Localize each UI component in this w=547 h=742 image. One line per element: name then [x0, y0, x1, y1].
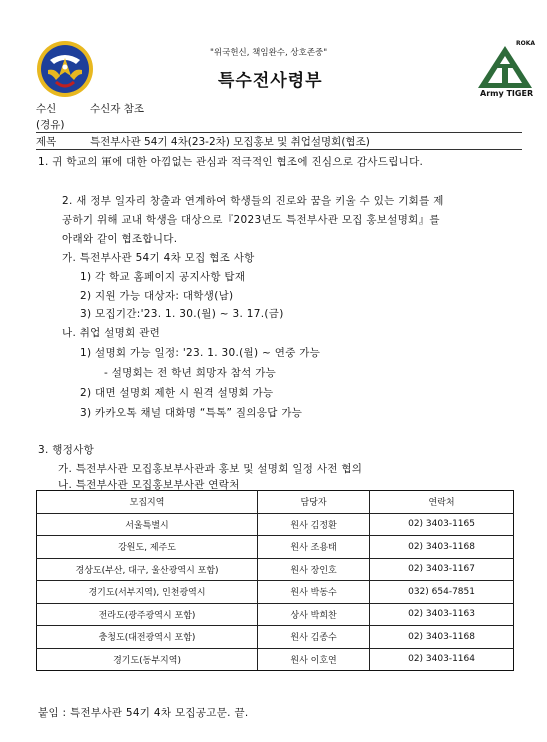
section-ga-item-1: 1) 각 학교 홈페이지 공지사항 탑재	[80, 271, 246, 283]
table-row	[37, 558, 514, 581]
divider-top	[36, 132, 522, 133]
section-na-item-2: 2) 대면 설명회 제한 시 원격 설명회 가능	[80, 387, 274, 399]
region-cell: 경상도(부산, 대구, 울산광역시 포함)	[37, 558, 258, 581]
contacts-table	[36, 490, 514, 671]
subject-value: 특전부사관 54기 4차(23-2차) 모집홍보 및 취업설명회(협조)	[90, 136, 370, 148]
header-manager: 담당자	[258, 491, 370, 514]
section-na-heading: 나. 취업 설명회 관련	[62, 327, 161, 339]
table-row	[37, 603, 514, 626]
paragraph-2-line-3: 아래와 같이 협조합니다.	[62, 233, 178, 245]
manager-cell: 원사 조용태	[258, 536, 370, 559]
recipient-value: 수신자 참조	[90, 103, 145, 115]
table-row	[37, 648, 514, 671]
section-ga-item-2: 2) 지원 가능 대상자: 대학생(남)	[80, 290, 234, 302]
table-row	[37, 581, 514, 604]
attachment-note: 붙임 : 특전부사관 54기 4차 모집공고문. 끝.	[38, 707, 249, 719]
roka-label: ROKA	[516, 40, 536, 47]
army-tiger-logo	[474, 40, 536, 98]
section-ga-heading: 가. 특전부사관 54기 4차 모집 협조 사항	[62, 252, 255, 264]
paragraph-2-line-1: 2. 새 정부 일자리 창출과 연계하여 학생들의 진로와 꿈을 키울 수 있는 기회를 제	[62, 195, 444, 207]
paragraph-3-heading: 3. 행정사항	[38, 444, 95, 456]
region-cell: 강원도, 제주도	[37, 536, 258, 559]
manager-cell: 원사 김종수	[258, 626, 370, 649]
table-row	[37, 513, 514, 536]
region-cell: 충청도(대전광역시 포함)	[37, 626, 258, 649]
region-cell: 전라도(광주광역시 포함)	[37, 603, 258, 626]
section-na-item-1: 1) 설명회 가능 일정: '23. 1. 30.(월) ~ 연중 가능	[80, 347, 321, 359]
table-row	[37, 626, 514, 649]
manager-cell: 원사 김정환	[258, 513, 370, 536]
section-ga-item-3: 3) 모집기간:'23. 1. 30.(월) ~ 3. 17.(금)	[80, 308, 284, 320]
subject-label: 제목	[36, 136, 57, 148]
motto: "위국헌신, 책임완수, 상호존중"	[210, 48, 328, 58]
paragraph-3-na: 나. 특전부사관 모집홍보부사관 연락처	[58, 479, 240, 491]
phone-cell: 02) 3403-1165	[370, 513, 514, 536]
paragraph-1: 1. 귀 학교의 軍에 대한 아낌없는 관심과 적극적인 협조에 진심으로 감사드립니다.	[38, 156, 424, 168]
phone-cell: 032) 654-7851	[370, 581, 514, 604]
army-tiger-label: Army TIGER	[480, 89, 534, 98]
section-na-item-1-sub: - 설명회는 전 학년 희망자 참석 가능	[104, 367, 277, 379]
table-row	[37, 536, 514, 559]
phone-cell: 02) 3403-1167	[370, 558, 514, 581]
header-phone: 연락처	[370, 491, 514, 514]
region-cell: 서울특별시	[37, 513, 258, 536]
paragraph-3-ga: 가. 특전부사관 모집홍보부사관과 홍보 및 설명회 일정 사전 협의	[58, 463, 363, 475]
phone-cell: 02) 3403-1168	[370, 626, 514, 649]
divider-bottom	[36, 149, 522, 150]
via-label: (경유)	[36, 119, 65, 131]
manager-cell: 원사 장인호	[258, 558, 370, 581]
recipient-label: 수신	[36, 103, 57, 115]
phone-cell: 02) 3403-1163	[370, 603, 514, 626]
header-region: 모집지역	[37, 491, 258, 514]
organization-title: 특수전사령부	[218, 71, 323, 91]
manager-cell: 원사 이호연	[258, 648, 370, 671]
region-cell: 경기도(서부지역), 인천광역시	[37, 581, 258, 604]
region-cell: 경기도(동부지역)	[37, 648, 258, 671]
phone-cell: 02) 3403-1164	[370, 648, 514, 671]
paragraph-2-line-2: 공하기 위해 교내 학생을 대상으로『2023년도 특전부사관 모집 홍보설명회』를	[62, 214, 440, 226]
manager-cell: 원사 박동수	[258, 581, 370, 604]
section-na-item-3: 3) 카카오톡 채널 대화명 “특톡” 질의응답 가능	[80, 407, 303, 419]
manager-cell: 상사 박희찬	[258, 603, 370, 626]
phone-cell: 02) 3403-1168	[370, 536, 514, 559]
table-header-row	[37, 491, 514, 514]
special-warfare-command-emblem	[36, 40, 94, 98]
